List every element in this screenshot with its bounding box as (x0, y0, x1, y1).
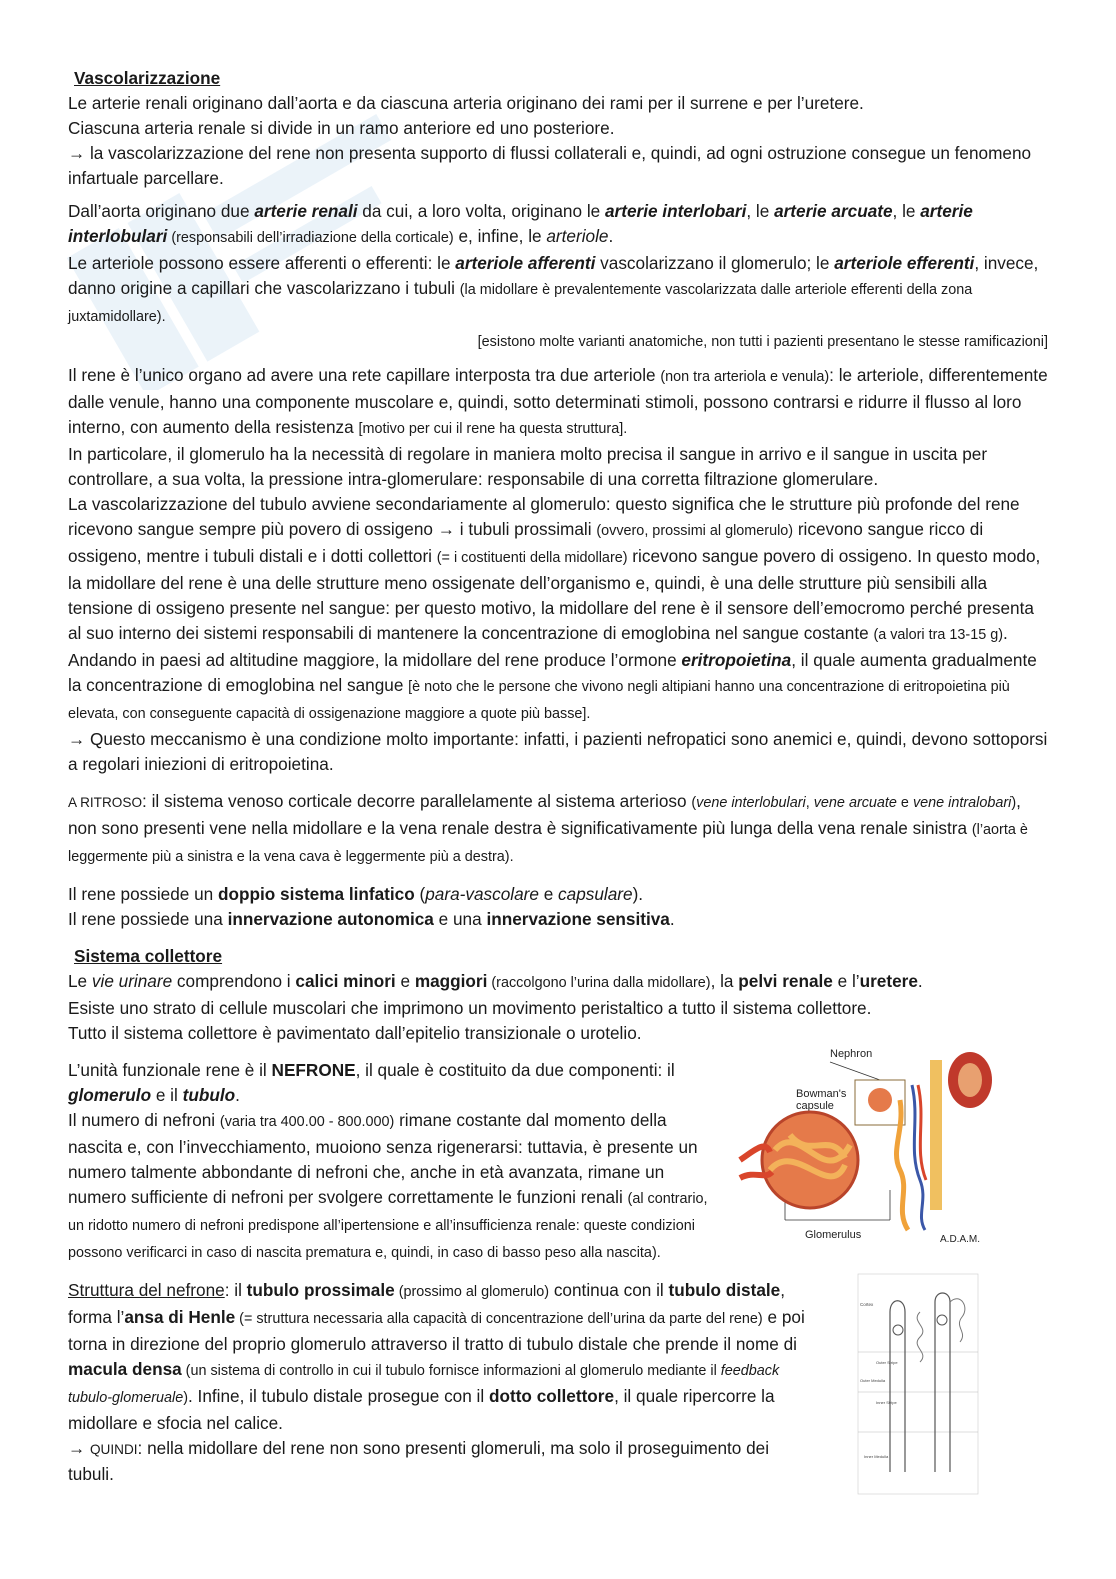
note: (responsabili dell’irradiazione della corticale) (167, 230, 454, 246)
paragraph (68, 91, 1048, 116)
term: arterie interlobulari (68, 201, 973, 246)
nephron-figure (730, 1040, 1000, 1250)
term: innervazione sensitiva (486, 909, 670, 929)
note: [è noto che le persone che vivono negli altipiani hanno una concentrazione di eritropoietina più elevata, con conseguente capacità di ossigenazione maggiore a quote più basse]. (68, 679, 1010, 722)
paragraph (68, 1058, 718, 1108)
label-outer-medulla: Outer Medulla (860, 1378, 886, 1383)
paragraph (68, 1108, 718, 1266)
term: para-vascolare (425, 884, 539, 904)
paragraph (68, 1278, 818, 1436)
note: ( (691, 795, 697, 811)
arrow-icon: → (68, 729, 86, 749)
note: (raccolgono l’urina dalla midollare) (487, 975, 711, 991)
term: arteriole afferenti (455, 253, 596, 273)
term: macula densa (68, 1359, 182, 1379)
text: e il (151, 1085, 183, 1105)
text: e, infine, le (453, 226, 547, 246)
note: ) (183, 1390, 188, 1406)
text: , non sono presenti vene nella midollare e la vena renale destra è significativamente più lunga della vena renale sinistra (68, 791, 1021, 838)
text: : le arteriole, differentemente dalle venule, hanno una componente muscolare e, quindi, sotto determinati stimoli, possono contrarsi e ridurre il flusso al loro interno, con aumento della resistenza (68, 365, 1048, 437)
term: vie urinare (91, 971, 173, 991)
term: tubulo prossimale (246, 1280, 395, 1300)
text: continua con il (549, 1280, 669, 1300)
text: . Infine, il tubulo distale prosegue con il (188, 1386, 489, 1406)
text: ricevono sangue povero di ossigeno. In questo modo, la midollare del rene è una delle strutture meno ossigenate dell’organismo e, quindi, è una delle strutture più sensibili alla tensione di ossigeno presente nel sangue: per questo motivo, la midollare del rene è il sensore dell’emocromo perché presenta al suo interno dei sistemi responsabili di mantenere la concentrazione di emoglobina nel sangue costante (68, 546, 1041, 643)
label-inner-stripe: Inner Stripe (876, 1400, 897, 1405)
text: , forma l’ (68, 1280, 785, 1327)
term: NEFRONE (271, 1060, 356, 1080)
paragraph (68, 789, 1048, 870)
section-title-vascolarizzazione: Vascolarizzazione (74, 68, 221, 88)
note: , (805, 795, 814, 811)
text: Andando in paesi ad altitudine maggiore, la midollare del rene produce l’ormone (68, 650, 682, 670)
text: Esiste uno strato di cellule muscolari che imprimono un movimento peristaltico a tutto il sistema collettore. (68, 998, 872, 1018)
figure-label-capsule: capsule (796, 1100, 834, 1112)
text: : il sistema venoso corticale decorre parallelamente al sistema arterioso (142, 791, 692, 811)
term: arteriole (546, 226, 609, 246)
text: Ciascuna arteria renale si divide in un ramo anteriore ed uno posteriore. (68, 118, 615, 138)
paragraph (68, 882, 1048, 907)
note: (l’aorta è leggermente più a sinistra e la vena cava è leggermente più a destra). (68, 822, 1028, 865)
text: Dall’aorta originano due (68, 201, 255, 221)
text: Le arterie renali originano dall’aorta e da ciascuna arteria originano dei rami per il surrene e per l’uretere. (68, 93, 864, 113)
paragraph (68, 199, 1048, 251)
text: ). (632, 884, 644, 904)
arrow-icon: → (68, 143, 86, 163)
note: [motivo per cui il rene ha questa struttura]. (358, 421, 628, 437)
paragraph (68, 492, 1048, 648)
text: e una (433, 909, 487, 929)
paragraph (68, 1436, 818, 1487)
paragraph (68, 996, 1048, 1021)
section-title-sistema-collettore: Sistema collettore (74, 946, 223, 966)
subheading: Struttura del nefrone (68, 1280, 225, 1300)
term: ansa di Henle (124, 1307, 236, 1327)
paragraph (68, 442, 1048, 492)
note: (ovvero, prossimi al glomerulo) (596, 523, 794, 539)
term: eritropoietina (681, 650, 792, 670)
term: arterie arcuate (774, 201, 893, 221)
text: : nella midollare del rene non sono presenti glomeruli, ma solo il proseguimento dei tubuli. (68, 1438, 770, 1484)
text: Il rene è l’unico organo ad avere una rete capillare interposta tra due arteriole (68, 365, 661, 385)
text: , il quale è costituito da due componenti: il (355, 1060, 675, 1080)
paragraph (68, 116, 1048, 141)
term: arterie renali (254, 201, 358, 221)
label-outer-stripe: Outer Stripe (876, 1360, 898, 1365)
text: . (608, 226, 614, 246)
paragraph (68, 969, 1048, 996)
text: Tutto il sistema collettore è pavimentato dall’epitelio transizionale o urotelio. (68, 1023, 642, 1043)
text: e (395, 971, 415, 991)
term: vene arcuate (813, 795, 897, 811)
figure-label-adam: A.D.A.M. (940, 1234, 981, 1245)
arrow-icon: → (437, 519, 455, 539)
struttura-block (68, 1278, 818, 1487)
text: da cui, a loro volta, originano le (357, 201, 605, 221)
note: (un sistema di controllo in cui il tubulo fornisce informazioni al glomerulo mediante il (181, 1363, 721, 1379)
term: uretere (859, 971, 918, 991)
term: tubulo distale (668, 1280, 781, 1300)
term: glomerulo (68, 1085, 152, 1105)
paragraph (68, 251, 1048, 330)
term: vene interlobulari (696, 795, 806, 811)
text: : il (224, 1280, 247, 1300)
term: arteriole efferenti (834, 253, 975, 273)
text: i tubuli prossimali (454, 519, 597, 539)
text: Le (68, 971, 92, 991)
label-cortex: Cortex (860, 1302, 874, 1307)
text: Il numero di nefroni (68, 1110, 220, 1130)
note: (non tra arteriola e venula) (660, 369, 830, 385)
paragraph (68, 141, 1048, 191)
text: , le (746, 201, 775, 221)
text: Le arteriole possono essere afferenti o efferenti: le (68, 253, 456, 273)
note: (la midollare è prevalentemente vascolarizzata dalle arteriole efferenti della zona juxtamidollare). (68, 282, 973, 325)
term: innervazione autonomica (227, 909, 434, 929)
term: calici minori (295, 971, 396, 991)
text: vascolarizzano il glomerulo; le (595, 253, 835, 273)
note: (al contrario, un ridotto numero di nefroni predispone all’ipertensione e all’insufficienza renale: queste condizioni possono verificarci in caso di nascita prematura e, quindi, in caso di basso peso alla nascita). (68, 1191, 708, 1261)
text: , il quale aumenta gradualmente la concentrazione di emoglobina nel sangue (68, 650, 1037, 695)
arrow-icon: → (68, 1438, 90, 1458)
text: , le (892, 201, 921, 221)
note: e (896, 795, 913, 811)
nephron-schematic-figure (850, 1272, 985, 1497)
note: (prossimo al glomerulo) (394, 1284, 550, 1300)
text: rimane costante dal momento della nascita e, con l’invecchiamento, muoiono senza rigenerarsi: tuttavia, è presente un numero talmente abbondante di nefroni che, anche in età avanzata, rimane un numero sufficiente di nefroni per svolgere correttamente le funzioni renali (68, 1110, 698, 1207)
paragraph (68, 727, 1048, 777)
anatomical-variants-note: [esistono molte varianti anatomiche, non tutti i pazienti presentano le stesse ramificazioni] (477, 334, 1048, 350)
figure-label-nephron: Nephron (830, 1048, 873, 1060)
note: ) (1011, 795, 1017, 811)
text: comprendono i (172, 971, 296, 991)
smallcaps-label: A RITROSO (68, 795, 143, 810)
text: Questo meccanismo è una condizione molto importante: infatti, i pazienti nefropatici sono anemici e, quindi, devono sottoporsi a regolari iniezioni di eritropoietina. (68, 729, 1048, 774)
text: ( (414, 884, 426, 904)
text: . (235, 1085, 240, 1105)
term: dotto collettore (488, 1386, 615, 1406)
text: la vascolarizzazione del rene non presenta supporto di flussi collaterali e, quindi, ad ogni ostruzione consegue un fenomeno infartuale parcellare. (68, 143, 1032, 188)
text: L’unità funzionale rene è il (68, 1060, 272, 1080)
figure-label-bowman: Bowman's (796, 1088, 847, 1100)
text: La vascolarizzazione del tubulo avviene secondariamente al glomerulo: questo significa che le strutture più profonde del rene ricevono sangue sempre più povero di ossigeno (68, 494, 1020, 539)
term: vene intralobari (912, 795, 1012, 811)
note: (varia tra 400.00 - 800.000) (219, 1114, 395, 1130)
text: Il rene possiede una (68, 909, 228, 929)
note: (a valori tra 13-15 g) (873, 627, 1004, 643)
term: maggiori (414, 971, 488, 991)
text: , invece, danno origine a capillari che vascolarizzano i tubuli (68, 253, 1039, 298)
label-inner-medulla: Inner Medulla (864, 1454, 889, 1459)
paragraph (68, 648, 1048, 727)
text: ricevono sangue ricco di ossigeno, mentre i tubuli distali e i dotti collettori (68, 519, 984, 566)
nefrone-block (68, 1058, 718, 1266)
paragraph (68, 363, 1048, 442)
text: e l’ (832, 971, 860, 991)
term: capsulare (558, 884, 633, 904)
term: tubulo (182, 1085, 236, 1105)
paragraph (68, 907, 1048, 932)
text: Il rene possiede un (68, 884, 219, 904)
figure-label-glomerulus: Glomerulus (805, 1229, 862, 1241)
term: arterie interlobari (604, 201, 747, 221)
text: . (669, 909, 675, 929)
text: e poi torna in direzione del proprio glomerulo attraverso il tratto di tubulo distale che prende il nome di (68, 1307, 805, 1354)
term: pelvi renale (738, 971, 833, 991)
term: feedback tubulo-glomeruale (68, 1363, 780, 1406)
text: In particolare, il glomerulo ha la necessità di regolare in maniera molto precisa il sangue in arrivo e il sangue in uscita per controllare, a sua volta, la pressione intra-glomerulare: responsabile di una corretta filtrazione glomerulare. (68, 444, 988, 489)
text: , la (710, 971, 739, 991)
note: (= struttura necessaria alla capacità di concentrazione dell’urina da parte del rene) (235, 1311, 763, 1327)
smallcaps-label: QUINDI (89, 1442, 138, 1457)
text: e (538, 884, 559, 904)
glomerulus-illustration (762, 1112, 858, 1208)
term: doppio sistema linfatico (218, 884, 415, 904)
text: . (917, 971, 923, 991)
text: . (1003, 623, 1008, 643)
note: (= i costituenti della midollare) (436, 550, 628, 566)
text: , il quale ripercorre la midollare e sfocia nel calice. (68, 1386, 775, 1433)
